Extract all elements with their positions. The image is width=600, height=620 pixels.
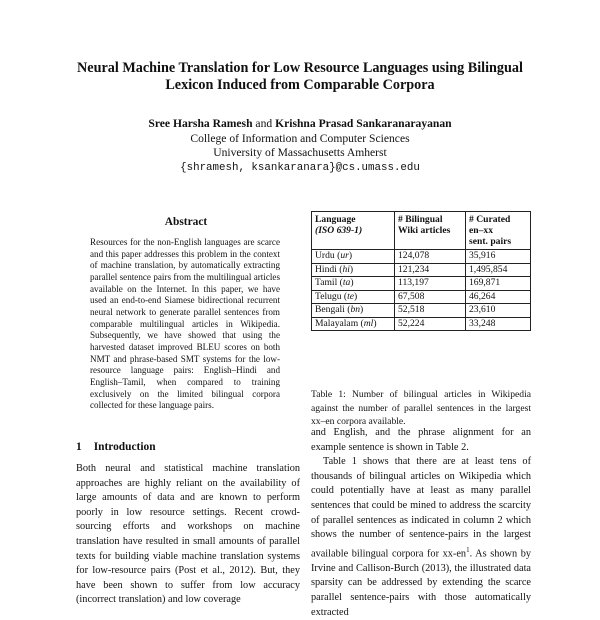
cell-pairs: 33,248: [466, 317, 531, 331]
cell-pairs: 46,264: [466, 290, 531, 304]
cell-pairs: 169,871: [466, 277, 531, 291]
table-caption: Table 1: Number of bilingual articles in Wikipedia against the number of parallel sentences in the largest xx–en corpora available.: [311, 389, 531, 427]
paragraph: and English, and the phrase alignment for an example sentence is shown in Table 2.: [311, 427, 531, 453]
table-row: [312, 317, 531, 331]
author-1: Sree Harsha Ramesh: [148, 117, 253, 130]
cell-articles: 52,224: [395, 317, 466, 331]
abstract-heading: Abstract: [164, 216, 208, 228]
author-emails: {shramesh, ksankaranara}@cs.umass.edu: [180, 161, 420, 174]
header-articles-line2: Wiki articles: [398, 225, 451, 236]
header-pairs-line3: sent. pairs: [469, 236, 512, 247]
affiliation-2: University of Massachusetts Amherst: [213, 146, 387, 160]
table-row: [312, 250, 531, 264]
right-column-text: [311, 426, 531, 620]
footnote-mark: 1: [466, 545, 470, 554]
cell-language: Malayalam (ml): [312, 317, 395, 331]
cell-language: Tamil (ta): [312, 277, 395, 291]
section-heading-introduction: [76, 441, 156, 453]
cell-articles: 113,197: [395, 277, 466, 291]
introduction-text: Both neural and statistical machine translation approaches are highly reliant on the availability of large amounts of data and are known to perform poorly in low resource settings. Recent crowd-sourcing efforts and workshops on machine translation have resulted in small amounts of parallel texts for building viable machine translation systems for low-resource pairs (Post et al., 2012). But, they have been shown to suffer from low accuracy (incorrect translation) and low coverage: [76, 463, 300, 606]
header-language: [312, 212, 395, 250]
table-row: [312, 263, 531, 277]
header-articles: [395, 212, 466, 250]
paper-title: [40, 60, 560, 94]
abstract-text: Resources for the non-English languages are scarce and this paper addresses this problem in the context of machine translation, by automatically extracting parallel sentence pairs from the multilingual articles available on the Internet. In this paper, we have used an end-to-end Siamese bidirectional recurrent neural network to generate parallel sentences from comparable multilingual articles in Wikipedia. Subsequently, we have showed that using the harvested dataset improved BLEU scores on both NMT and phrase-based SMT systems for the low-resource language pairs: English–Hindi and English–Tamil, when compared to training exclusively on the limited bilingual corpora collected for these language pairs.: [90, 237, 280, 411]
cell-pairs: 35,916: [466, 250, 531, 264]
section-number: 1: [76, 441, 82, 453]
section-title: Introduction: [93, 441, 156, 453]
author-and: and: [255, 117, 273, 130]
header-language-line2: (ISO 639-1): [315, 225, 363, 236]
author-2: Krishna Prasad Sankaranarayanan: [275, 117, 452, 130]
cell-pairs: 23,610: [466, 304, 531, 318]
header-pairs-line1: # Curated: [469, 214, 511, 225]
author-block: [60, 117, 540, 175]
title-line-1: Neural Machine Translation for Low Resource Languages using Bilingual: [77, 60, 523, 76]
table-header-row: [312, 212, 531, 250]
cell-language: Bengali (bn): [312, 304, 395, 318]
author-names: [60, 117, 540, 132]
cell-language: Hindi (hi): [312, 263, 395, 277]
cell-pairs: 1,495,854: [466, 263, 531, 277]
cell-language: Urdu (ur): [312, 250, 395, 264]
header-language-line1: Language: [315, 214, 356, 225]
table-row: [312, 290, 531, 304]
affiliation-1: College of Information and Computer Sciences: [190, 131, 410, 145]
language-table: [311, 211, 531, 331]
cell-articles: 121,234: [395, 263, 466, 277]
cell-articles: 67,508: [395, 290, 466, 304]
paragraph: Table 1 shows that there are at least tens of thousands of bilingual articles on Wikipedia which could potentially have at least as many parallel sentences that could be mined to address the scarcity of parallel sentences as indicated in column 2 which shows the number of sentence-pairs in the largest available bilingual corpora for $xx-en^1$. As shown by Irvine and Callison-Burch (2013), the illustrated data sparsity can be addressed by extending the scarce parallel sentence-pairs with those automatically extracted: [311, 456, 531, 618]
header-pairs: [466, 212, 531, 250]
header-articles-line1: # Bilingual: [398, 214, 443, 225]
title-line-2: Lexicon Induced from Comparable Corpora: [165, 77, 435, 93]
header-pairs-line2: en–xx: [469, 225, 493, 236]
cell-articles: 52,518: [395, 304, 466, 318]
table-row: [312, 304, 531, 318]
table-row: [312, 277, 531, 291]
cell-articles: 124,078: [395, 250, 466, 264]
cell-language: Telugu (te): [312, 290, 395, 304]
